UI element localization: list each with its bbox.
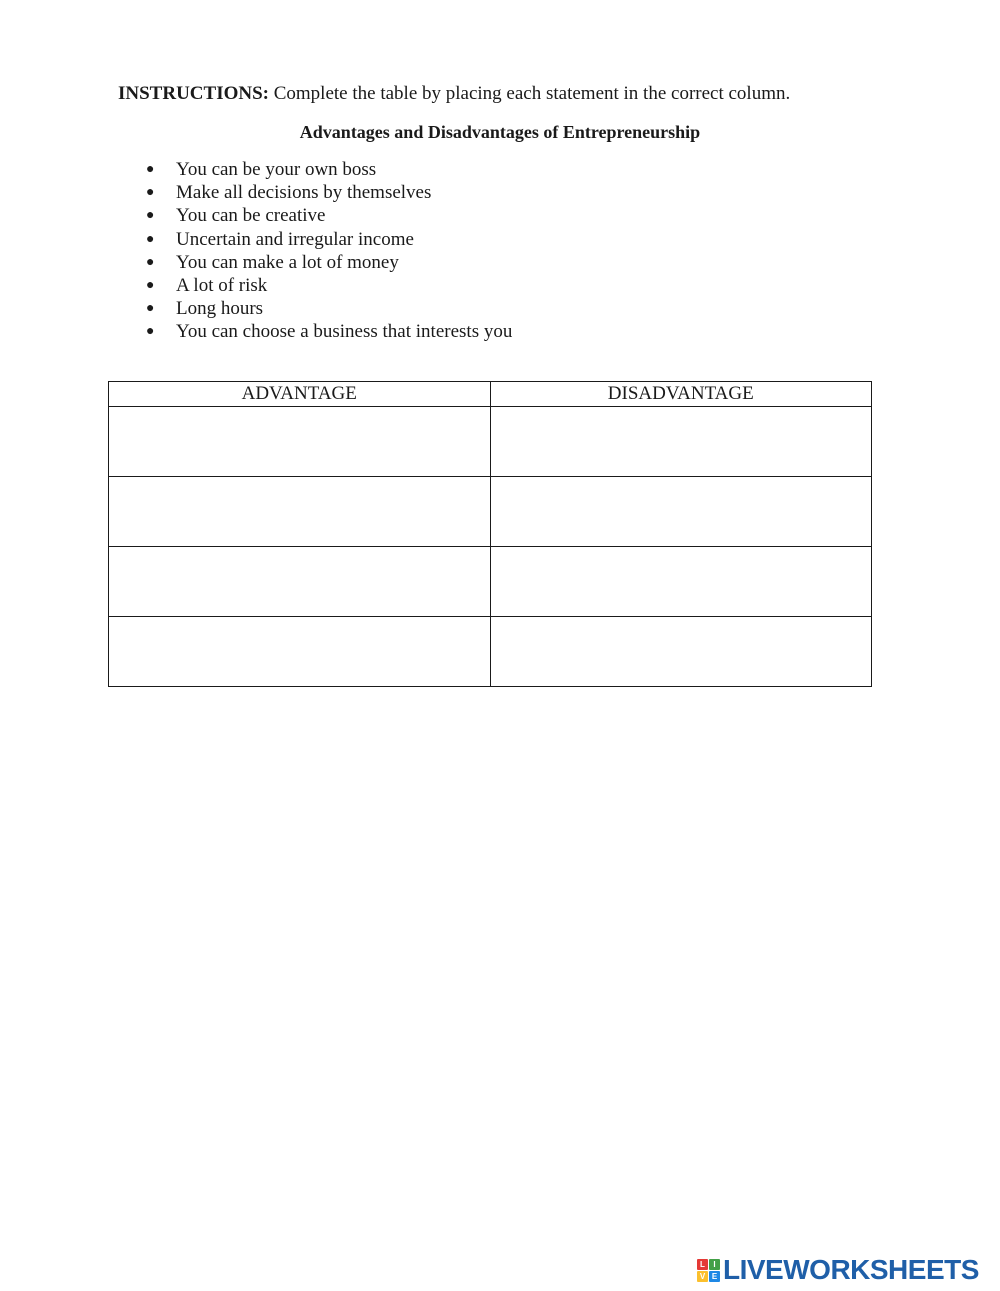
table-row: [109, 547, 872, 617]
table-row: [109, 477, 872, 547]
sorting-table: [108, 381, 872, 687]
liveworksheets-logo: [697, 1255, 979, 1285]
bullet-icon: ●: [146, 162, 155, 177]
page-title: Advantages and Disadvantages of Entrepreneurship: [299, 122, 701, 142]
instructions-label: INSTRUCTIONS:: [118, 83, 269, 104]
statement-item[interactable]: [146, 251, 512, 274]
statement-item[interactable]: [146, 320, 512, 343]
advantage-drop-cell[interactable]: [109, 547, 491, 617]
logo-mark-letter: L: [697, 1259, 708, 1270]
table-row: [109, 617, 872, 687]
advantage-drop-cell[interactable]: [109, 407, 491, 477]
statement-text: You can choose a business that interests you: [176, 321, 513, 343]
statement-item[interactable]: [146, 297, 512, 320]
statement-list: [146, 158, 512, 344]
disadvantage-drop-cell[interactable]: [490, 477, 872, 547]
logo-text: LIVEWORKSHEETS: [723, 1254, 979, 1285]
disadvantage-drop-cell[interactable]: [490, 547, 872, 617]
statement-item[interactable]: [146, 158, 512, 181]
statement-text: You can make a lot of money: [176, 251, 399, 273]
bullet-icon: ●: [146, 254, 155, 270]
statement-item[interactable]: [146, 274, 512, 297]
logo-mark-icon: [697, 1259, 720, 1282]
bullet-icon: ●: [146, 324, 155, 340]
bullet-icon: ●: [146, 185, 155, 201]
statement-text: You can be your own boss: [176, 159, 377, 180]
disadvantage-header: DISADVANTAGE: [490, 382, 872, 407]
statement-text: A lot of risk: [176, 275, 268, 297]
disadvantage-drop-cell[interactable]: [490, 617, 872, 687]
logo-mark-letter: E: [709, 1271, 720, 1282]
bullet-icon: ●: [146, 208, 155, 224]
disadvantage-drop-cell[interactable]: [490, 407, 872, 477]
statement-text: Long hours: [176, 298, 264, 320]
advantage-drop-cell[interactable]: [109, 617, 491, 687]
statement-item[interactable]: [146, 181, 512, 204]
bullet-icon: ●: [146, 278, 155, 294]
statement-item[interactable]: [146, 228, 512, 251]
instructions-text: Complete the table by placing each statement in the correct column.: [268, 83, 791, 104]
statement-text: Make all decisions by themselves: [176, 182, 432, 204]
statement-text: You can be creative: [176, 205, 326, 227]
statement-item[interactable]: [146, 204, 512, 227]
logo-mark-letter: V: [697, 1271, 708, 1282]
bullet-icon: ●: [146, 231, 155, 247]
bullet-icon: ●: [146, 301, 155, 317]
table-header-row: [109, 382, 872, 407]
advantage-drop-cell[interactable]: [109, 477, 491, 547]
advantage-header: ADVANTAGE: [109, 382, 491, 407]
table-row: [109, 407, 872, 477]
logo-mark-letter: I: [709, 1259, 720, 1270]
statement-text: Uncertain and irregular income: [176, 228, 414, 250]
instructions: [118, 82, 790, 106]
